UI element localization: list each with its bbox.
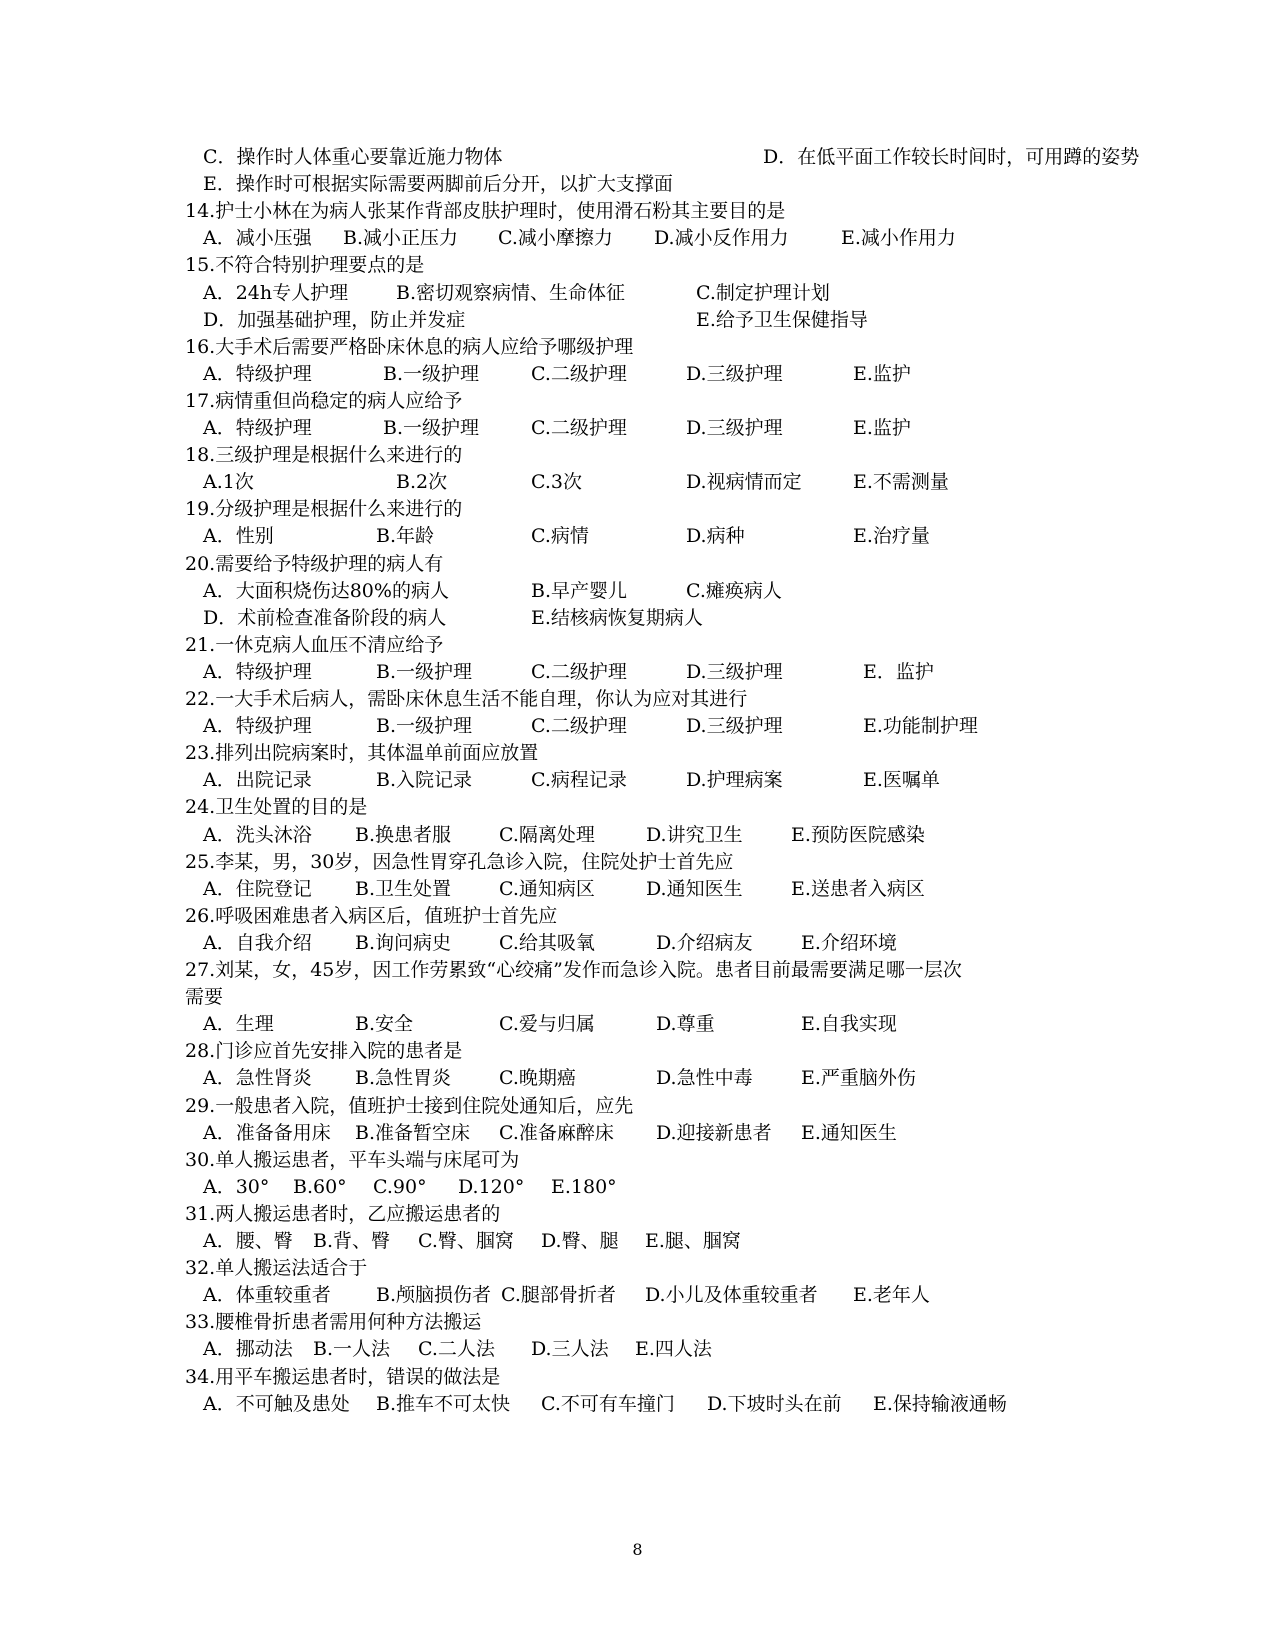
answer-option: E.严重脑外伤	[801, 1067, 916, 1090]
answer-option: C.瘫痪病人	[686, 579, 782, 602]
answer-option: B.颅脑损伤者	[376, 1284, 492, 1307]
answer-option: D.三级护理	[686, 715, 783, 738]
question-text: 24.卫生处置的目的是	[185, 796, 368, 819]
answer-option: C.不可有车撞门	[541, 1392, 675, 1415]
answer-option: B.急性胃炎	[355, 1067, 452, 1090]
answer-option: E.介绍环境	[801, 931, 897, 954]
answer-option: A．特级护理	[203, 417, 312, 439]
answer-option: A．不可触及患处	[203, 1392, 350, 1415]
answer-option: C.二级护理	[531, 417, 627, 439]
answer-option: B.减小正压力	[343, 227, 459, 250]
question-text: 21.一休克病人血压不清应给予	[185, 633, 444, 656]
answer-option: A.1次	[203, 471, 254, 494]
answer-option: A．自我介绍	[203, 931, 312, 954]
answer-option: C.通知病区	[499, 877, 595, 900]
answer-option: B.换患者服	[355, 823, 452, 846]
answer-option: E．操作时可根据实际需要两脚前后分开，以扩大支撑面	[203, 173, 673, 196]
answer-option: A．住院登记	[203, 877, 312, 900]
question-text: 31.两人搬运患者时，乙应搬运患者的	[185, 1202, 501, 1225]
answer-option: B.一人法	[313, 1338, 391, 1361]
answer-option: C.病情	[531, 525, 589, 548]
question-text: 34.用平车搬运患者时，错误的做法是	[185, 1365, 501, 1388]
answer-option: B.一级护理	[383, 417, 480, 439]
answer-option: D.小儿及体重较重者	[645, 1284, 818, 1307]
answer-option: A．大面积烧伤达80%的病人	[203, 579, 449, 602]
answer-option: A．减小压强	[203, 227, 312, 250]
answer-option: D.下坡时头在前	[707, 1392, 842, 1415]
answer-option: C.准备麻醉床	[499, 1121, 614, 1144]
question-text: 26.呼吸困难患者入病区后，值班护士首先应	[185, 904, 558, 927]
answer-option: E.减小作用力	[841, 227, 956, 250]
answer-option: E.不需测量	[853, 471, 949, 494]
answer-option: C.3次	[531, 471, 582, 494]
answer-option: D.尊重	[656, 1013, 715, 1036]
question-text: 19.分级护理是根据什么来进行的	[185, 498, 463, 521]
question-text: 15.不符合特别护理要点的是	[185, 254, 425, 277]
answer-option: E.自我实现	[801, 1013, 897, 1036]
answer-option: C.二级护理	[531, 362, 627, 385]
answer-option: E.给予卫生保健指导	[696, 308, 868, 331]
answer-option: B.一级护理	[376, 660, 473, 683]
question-text: 27.刘某，女，45岁，因工作劳累致“心绞痛”发作而急诊入院。患者目前最需要满足哪一层次	[185, 959, 962, 981]
answer-option: E.四人法	[635, 1338, 712, 1361]
answer-option: C.爱与归属	[499, 1013, 595, 1036]
answer-option: A．特级护理	[203, 715, 312, 738]
answer-option: B.卫生处置	[355, 877, 452, 900]
question-text: 18.三级护理是根据什么来进行的	[185, 444, 463, 467]
answer-option: B.入院记录	[376, 769, 473, 792]
answer-option: B.一级护理	[376, 715, 473, 738]
question-text: 25.李某，男，30岁，因急性胃穿孔急诊入院，住院处护士首先应	[185, 850, 734, 873]
answer-option: E.监护	[853, 362, 911, 385]
question-text: 28.门诊应首先安排入院的患者是	[185, 1040, 463, 1063]
question-text: 需要	[185, 986, 224, 1009]
answer-option: A．性别	[203, 525, 274, 548]
answer-option: A．准备备用床	[203, 1121, 331, 1144]
answer-option: D.视病情而定	[686, 471, 802, 494]
answer-option: E．监护	[863, 660, 934, 683]
answer-option: A．特级护理	[203, 660, 312, 683]
answer-option: A．挪动法	[203, 1338, 293, 1361]
answer-option: C.病程记录	[531, 769, 627, 792]
answer-option: D.三级护理	[686, 362, 783, 385]
answer-option: E.保持输液通畅	[873, 1392, 1007, 1415]
answer-option: A．生理	[203, 1013, 274, 1036]
answer-option: E.治疗量	[853, 525, 930, 548]
answer-option: D.急性中毒	[656, 1067, 753, 1090]
answer-option: A．急性肾炎	[203, 1067, 312, 1090]
answer-option: B.密切观察病情、生命体征	[396, 281, 626, 304]
answer-option: D.减小反作用力	[654, 227, 789, 250]
answer-option: D.通知医生	[646, 877, 743, 900]
question-text: 14.护士小林在为病人张某作背部皮肤护理时，使用滑石粉其主要目的是	[185, 200, 786, 223]
answer-option: B.年龄	[376, 525, 435, 548]
question-text: 17.病情重但尚稳定的病人应给予	[185, 389, 463, 412]
answer-option: D.120°	[458, 1175, 525, 1198]
answer-option: E.监护	[853, 417, 911, 439]
answer-option: C.制定护理计划	[696, 281, 830, 304]
answer-option: C.给其吸氧	[499, 931, 595, 954]
answer-option: A．特级护理	[203, 362, 312, 385]
answer-option: A．洗头沐浴	[203, 823, 312, 846]
answer-option: C.二级护理	[531, 715, 627, 738]
answer-option: B.推车不可太快	[376, 1392, 511, 1415]
question-text: 23.排列出院病案时，其体温单前面应放置	[185, 742, 539, 765]
answer-option: D.三人法	[531, 1338, 609, 1361]
answer-option: D.讲究卫生	[646, 823, 743, 846]
answer-option: E.医嘱单	[863, 769, 940, 792]
answer-option: E.腿、腘窝	[645, 1230, 741, 1252]
answer-option: D.病种	[686, 525, 745, 548]
question-text: 32.单人搬运法适合于	[185, 1257, 368, 1280]
answer-option: D．在低平面工作较长时间时，可用蹲的姿势	[763, 146, 1140, 168]
answer-option: A．24h专人护理	[203, 281, 349, 304]
answer-option: B.60°	[293, 1175, 347, 1198]
answer-option: C.减小摩擦力	[498, 227, 613, 250]
answer-option: E.功能制护理	[863, 715, 978, 738]
answer-option: D.三级护理	[686, 417, 783, 439]
answer-option: D.三级护理	[686, 660, 783, 683]
question-text: 29.一般患者入院，值班护士接到住院处通知后，应先	[185, 1094, 634, 1117]
answer-option: E.180°	[551, 1175, 617, 1198]
answer-option: B.准备暂空床	[355, 1121, 471, 1144]
answer-option: B.询问病史	[355, 931, 452, 954]
answer-option: B.安全	[355, 1013, 414, 1036]
answer-option: B.背、臀	[313, 1230, 391, 1252]
answer-option: C.腿部骨折者	[501, 1284, 616, 1307]
answer-option: C.晚期癌	[499, 1067, 576, 1090]
page-number: 8	[632, 1540, 643, 1559]
answer-option: D．术前检查准备阶段的病人	[203, 606, 447, 629]
answer-option: B.2次	[396, 471, 448, 494]
answer-option: C.二人法	[418, 1338, 495, 1361]
answer-option: D．加强基础护理，防止并发症	[203, 308, 466, 331]
answer-option: D.臀、腿	[541, 1230, 619, 1252]
question-text: 22.一大手术后病人，需卧床休息生活不能自理，你认为应对其进行	[185, 688, 748, 710]
answer-option: A．出院记录	[203, 769, 312, 792]
question-text: 33.腰椎骨折患者需用何种方法搬运	[185, 1311, 482, 1334]
answer-option: C.二级护理	[531, 660, 627, 683]
question-text: 30.单人搬运患者，平车头端与床尾可为	[185, 1148, 520, 1171]
answer-option: E.送患者入病区	[791, 877, 925, 900]
answer-option: E.结核病恢复期病人	[531, 606, 703, 629]
question-text: 16.大手术后需要严格卧床休息的病人应给予哪级护理	[185, 335, 634, 358]
answer-option: C．操作时人体重心要靠近施力物体	[203, 146, 503, 168]
answer-option: D.护理病案	[686, 769, 783, 792]
answer-option: E.预防医院感染	[791, 823, 925, 846]
question-text: 20.需要给予特级护理的病人有	[185, 552, 444, 575]
answer-option: A．腰、臀	[203, 1230, 293, 1252]
answer-option: C.臀、腘窝	[418, 1230, 514, 1252]
answer-option: B.一级护理	[383, 362, 480, 385]
answer-option: E.老年人	[853, 1284, 930, 1307]
answer-option: C.90°	[373, 1175, 427, 1198]
answer-option: D.介绍病友	[656, 931, 753, 954]
answer-option: A．30°	[203, 1175, 270, 1198]
answer-option: C.隔离处理	[499, 823, 595, 846]
answer-option: A．体重较重者	[203, 1284, 331, 1307]
answer-option: D.迎接新患者	[656, 1121, 772, 1144]
answer-option: B.早产婴儿	[531, 579, 628, 602]
answer-option: E.通知医生	[801, 1121, 897, 1144]
